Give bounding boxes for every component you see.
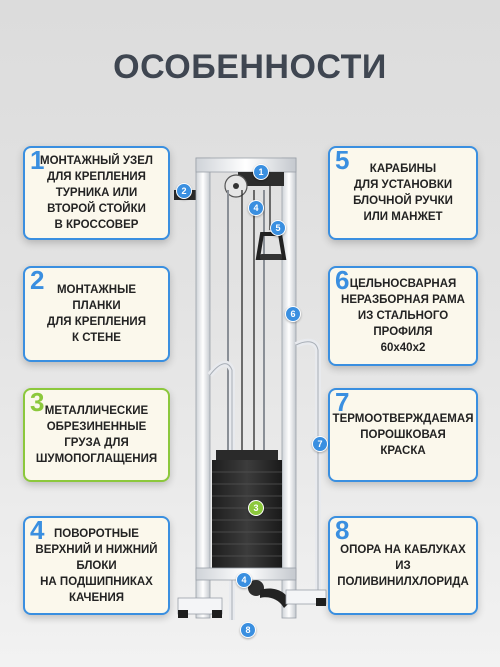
- feature-text: ОПОРА НА КАБЛУКАХ ИЗ ПОЛИВИНИЛХЛОРИДА: [337, 543, 469, 588]
- feature-card-5: [328, 146, 478, 240]
- feature-text: ЦЕЛЬНОСВАРНАЯ НЕРАЗБОРНАЯ РАМА ИЗ СТАЛЬНОГО ПРОФИЛЯ 60х40х2: [341, 278, 465, 354]
- marker-8: 8: [240, 622, 256, 638]
- weight-stack-top: [216, 450, 278, 460]
- marker-3: 3: [248, 500, 264, 516]
- feature-text: МОНТАЖНЫЙ УЗЕЛ ДЛЯ КРЕПЛЕНИЯ ТУРНИКА ИЛИ ВТОРОЙ СТОЙКИ В КРОССОВЕР: [40, 155, 153, 231]
- feature-number: 5: [335, 145, 350, 175]
- marker-7: 7: [312, 436, 328, 452]
- cable-machine-illustration: [168, 150, 328, 640]
- page-title: ОСОБЕННОСТИ: [113, 48, 387, 86]
- feature-number: 4: [30, 515, 45, 545]
- feature-number: 1: [30, 145, 45, 175]
- feature-card-3: [23, 388, 170, 482]
- feature-text: МОНТАЖНЫЕ ПЛАНКИ ДЛЯ КРЕПЛЕНИЯ К СТЕНЕ: [47, 284, 146, 344]
- feature-card-8: [328, 516, 478, 615]
- marker-1: 1: [253, 164, 269, 180]
- feature-text: ПОВОРОТНЫЕ ВЕРХНИЙ И НИЖНИЙ БЛОКИ НА ПОДШИПНИКАХ КАЧЕНИЯ: [35, 527, 158, 604]
- top-crossbar: [196, 158, 296, 172]
- feature-number: 3: [30, 387, 45, 417]
- left-post: [196, 158, 210, 618]
- feature-card-6: [328, 266, 478, 366]
- feature-card-7: [328, 388, 478, 482]
- feature-card-1: [23, 146, 170, 240]
- marker-4a: 4: [248, 200, 264, 216]
- feature-number: 2: [30, 265, 45, 295]
- feature-card-2: [23, 266, 170, 362]
- feature-number: 8: [335, 515, 350, 545]
- marker-5: 5: [270, 220, 286, 236]
- feature-text: ТЕРМООТВЕРЖДАЕМАЯ ПОРОШКОВАЯ КРАСКА: [332, 413, 474, 457]
- feature-text: МЕТАЛЛИЧЕСКИЕ ОБРЕЗИНЕННЫЕ ГРУЗА ДЛЯ ШУМОПОГЛАЩЕНИЯ: [35, 405, 158, 465]
- marker-6: 6: [285, 306, 301, 322]
- weight-stack: [212, 460, 282, 568]
- marker-4b: 4: [236, 572, 252, 588]
- marker-2: 2: [176, 183, 192, 199]
- feature-card-4: [23, 516, 170, 615]
- feature-number: 7: [335, 387, 350, 417]
- feature-text: КАРАБИНЫ ДЛЯ УСТАНОВКИ БЛОЧНОЙ РУЧКИ ИЛИ МАНЖЕТ: [353, 163, 453, 223]
- feature-number: 6: [335, 265, 350, 295]
